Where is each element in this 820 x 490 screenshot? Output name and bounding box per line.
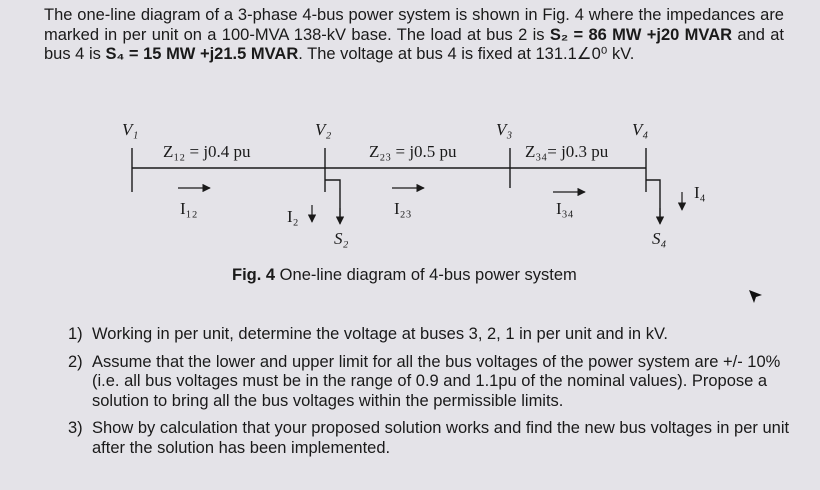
question-number: 2) bbox=[68, 352, 83, 371]
s2-load-value: S₂ = 86 MW +j20 MVAR bbox=[549, 25, 733, 44]
current-i2: I₂ bbox=[287, 207, 299, 226]
current-i12: I₁₂ bbox=[180, 199, 198, 218]
impedance-z12: Z₁₂ = j0.4 pu bbox=[163, 142, 251, 161]
question-number: 3) bbox=[68, 419, 83, 437]
question-item bbox=[68, 353, 803, 412]
question-text: Show by calculation that your proposed solution works and find the new bus voltages in per unit after the solution has been implemented. bbox=[92, 419, 790, 457]
bus-label-v3: V₃ bbox=[496, 120, 513, 139]
question-item bbox=[68, 419, 803, 458]
intro-text-2: and at bus 4 is bbox=[44, 25, 784, 63]
question-text: Assume that the lower and upper limit for all the bus voltages of the power system are +/- 10% (i.e. all bus voltages must be in the range of 0.9 and 1.1pu of the nominal values). Propose a solution to bring all the bus voltages within the permissible limits. bbox=[92, 352, 781, 410]
bus-label-v1: V₁ bbox=[122, 120, 139, 139]
figure-caption-text: One-line diagram of 4-bus power system bbox=[275, 266, 577, 284]
load-s2: S₂ bbox=[334, 229, 349, 248]
current-i23: I₂₃ bbox=[394, 199, 412, 218]
question-text: Working in per unit, determine the voltage at buses 3, 2, 1 in per unit and in kV. bbox=[92, 325, 669, 343]
question-list bbox=[68, 325, 803, 466]
bus-label-v2: V₂ bbox=[315, 120, 332, 139]
question-item bbox=[68, 325, 803, 345]
load-branch-2 bbox=[325, 180, 340, 222]
current-i4: I₄ bbox=[694, 183, 706, 202]
bus-label-v4: V₄ bbox=[632, 120, 649, 139]
impedance-z23: Z₂₃ = j0.5 pu bbox=[369, 142, 457, 161]
mouse-cursor-icon bbox=[748, 289, 764, 305]
impedance-z34: Z₃₄= j0.3 pu bbox=[525, 142, 609, 161]
intro-text-1: The one-line diagram of a 3-phase 4-bus power system is shown in Fig. 4 where the impedances are marked in per unit on a 100-MVA 138-kV base. The load at bus 2 is bbox=[44, 6, 784, 44]
load-branch-4 bbox=[646, 180, 660, 222]
current-i34: I₃₄ bbox=[556, 199, 574, 218]
load-s4: S₄ bbox=[652, 229, 667, 248]
s4-load-value: S₄ = 15 MW +j21.5 MVAR bbox=[105, 45, 299, 63]
intro-text-3: . The voltage at bus 4 is fixed at 131.1∠0⁰ kV. bbox=[298, 45, 635, 63]
question-number: 1) bbox=[68, 325, 83, 343]
figure-caption bbox=[232, 266, 577, 285]
figure-number: Fig. 4 bbox=[232, 266, 276, 284]
